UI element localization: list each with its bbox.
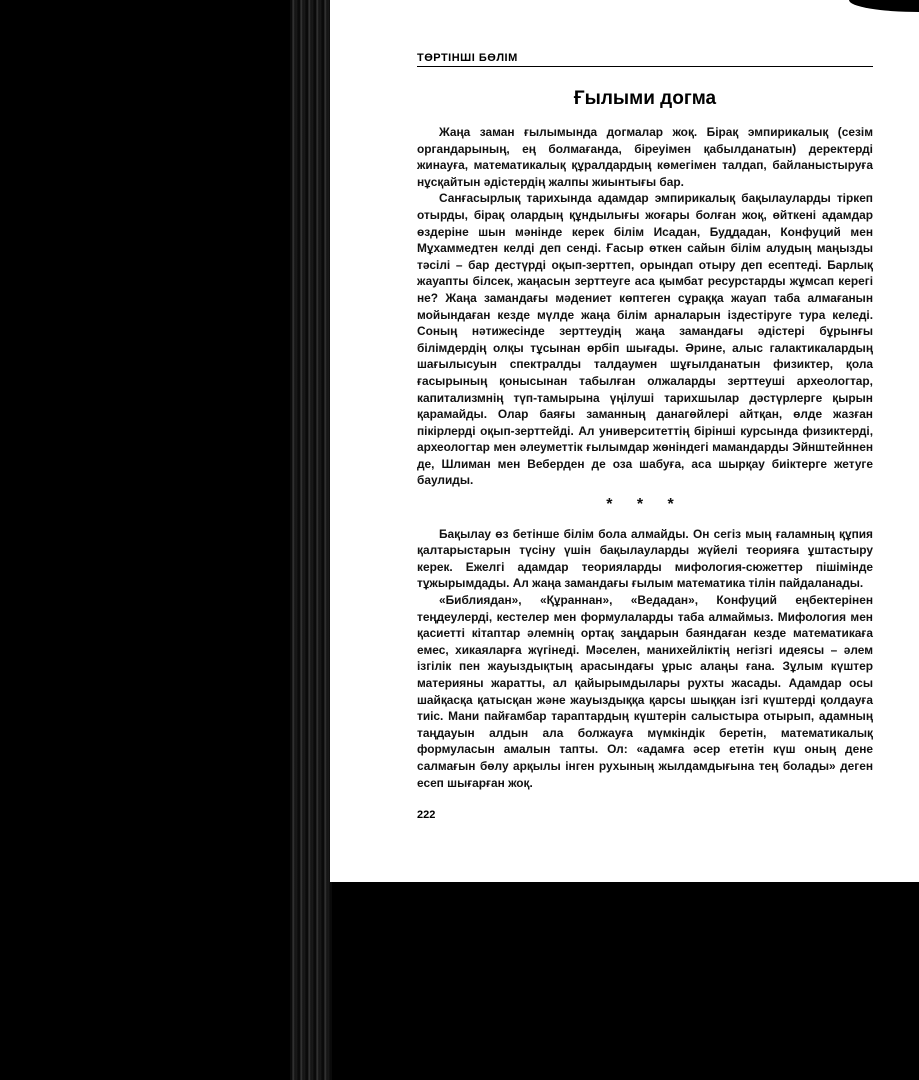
- book-spine: [290, 0, 332, 1080]
- page-number: 222: [417, 809, 436, 821]
- running-header: ТӨРТІНШІ БӨЛІМ: [417, 52, 873, 67]
- paragraph: Санғасырлық тарихында адамдар эмпирикалық бақылауларды тіркеп отырды, бірақ олардың құндылығы жоғары болған жоқ, өйткені адамдар өздеріне шын мәнінде керек білім Исадан, Буддадан, Конфуций мен Мұхаммедтен келді деп сенді. Ғасыр өткен сайын білім алудың маңызды тәсілі – бар дестүрді оқып-зерттеп, орындап отыру деп есептеді. Барлық жауапты білсек, жаңасын зерттеуге аса қымбат ресурстарды жұмсап керегі не? Жаңа замандағы мәдениет көптеген сұраққа жауап таба алмағанын мойындаған кезде мүлде жаңа білім арналарын іздестіруге тура келеді. Соның нәтижесінде зерттеудің жаңа замандағы әдістері бұрынғы білімдердің олқы тұсынан өрбіп шығады. Әрине, алыс галактикалардың шағылысуын спектралды талдаумен шұғылданатын физиктер, қола ғасырының қонысынан табылған олжаларды зерттеуші археологтар, капитализмнің түп-тамырына үңілуші тарихшылар дәстүрлерге қырын қарамайды. Олар баяғы заманның данагөйлері айтқан, өлде жазған пікірлерді оқып-зерттейді. Ал университеттің бірінші курсында физиктерді, археологтар мен әлеуметтік ғылымдар жөніндегі мамандарды Эйнштейннен де, Шлиман мен Веберден де оза шабуға, аса шырқау биіктерге жетуге баулиды.: [417, 191, 873, 488]
- paragraph: Бақылау өз бетінше білім бола алмайды. Он сегіз мың ғаламның құпия қалтарыстарын түсіну үшін бақылауларды жүйелі теорияға ұштастыру керек. Ежелгі адамдар теорияларды мифология-сюжеттер пішімінде тұжырымдады. Ал жаңа замандағы ғылым математика тілін пайдаланады.: [417, 526, 873, 591]
- paragraph: «Библиядан», «Құраннан», «Ведадан», Конфуций еңбектерінен теңдеулерді, кестелер мен формулаларды таба алмаймыз. Мифология мен қасиетті кітаптар әлемнің ортақ заңдарын баяндаған кезде математикаға емес, хикаяларға жүгінеді. Мәселен, манихейліктің негізгі идеясы – әлем ізгілік пен жауыздықтың арасындағы ұрыс алаңы ғана. Зұлым күштер материяны жаратты, ал қайырымдылары рухты жасады. Адамдар осы шайқасқа қатысқан және жауыздыққа қарсы шыққан ізгі күштерді қолдауға тиіс. Мани пайғамбар тараптардың күштерін салыстыра отырып, адамның таңдауын алдын ала болжауға мүмкіндік беретін, математикалық формуласын амалын тапты. Ол: «адамға әсер ететін күш оның дене салмағын бөлу арқылы інген рухының жылдамдығына тең болады» деген есеп шығарған жоқ.: [417, 593, 873, 790]
- chapter-title: Ғылыми догма: [573, 88, 717, 109]
- section-separator: * * *: [606, 496, 684, 514]
- book-page: [330, 0, 919, 882]
- paragraph: Жаңа заман ғылымында догмалар жоқ. Бірақ эмпирикалық (сезім органдарының, ең болмағанда, біреуімен қабылданатын) деректерді жинауға, математикалық құралдардың көмегімен талдап, байланыстыруға нұсқайтын әдістердің жалпы жиынтығы бар.: [417, 125, 873, 189]
- page-body: [417, 124, 873, 791]
- page-corner: [849, 0, 919, 12]
